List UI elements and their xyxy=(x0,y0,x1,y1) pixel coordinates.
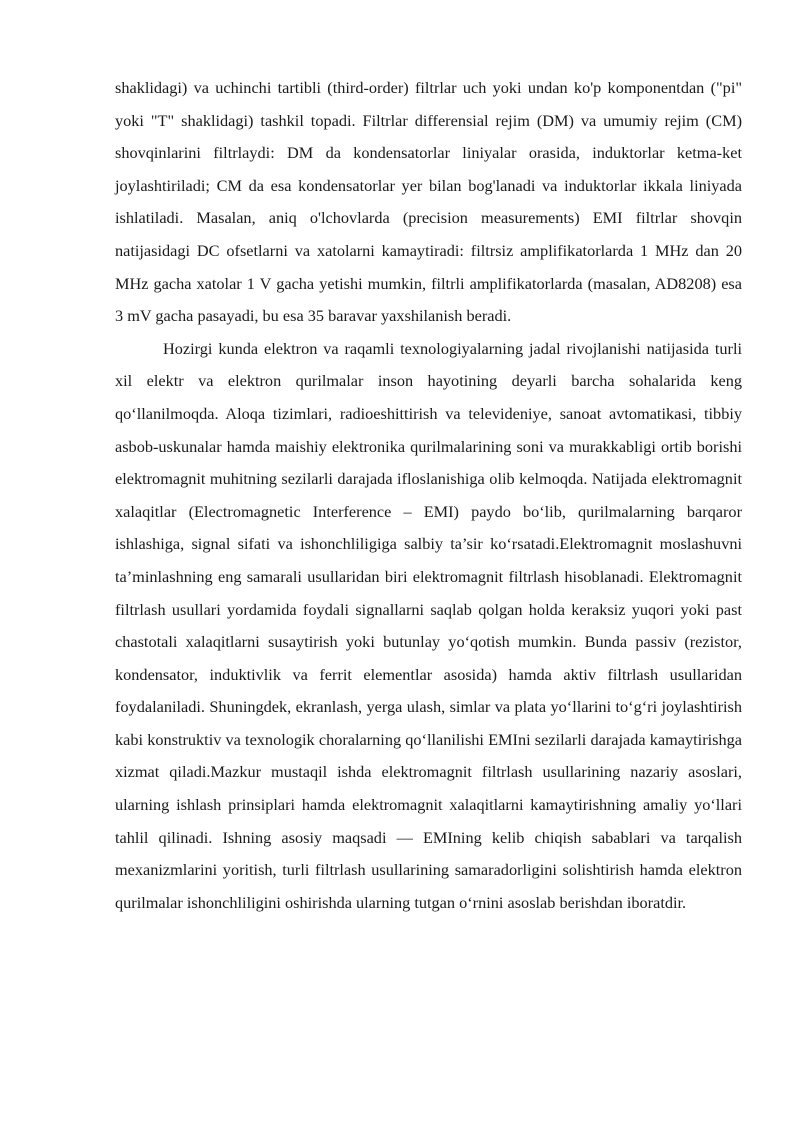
paragraph-introduction: Hozirgi kunda elektron va raqamli texnologiyalarning jadal rivojlanishi natijasida turli xil elektr va elektron qurilmalar inson hayotining deyarli barcha sohalarida keng qo‘llanilmoqda. Aloqa tizimlari, radioeshittirish va televideniye, sanoat avtomatikasi, tibbiy asbob-uskunalar hamda maishiy elektronika qurilmalarining soni va murakkabligi ortib borishi elektromagnit muhitning sezilarli darajada ifloslanishiga olib kelmoqda. Natijada elektromagnit xalaqitlar (Electromagnetic Interference – EMI) paydo bo‘lib, qurilmalarning barqaror ishlashiga, signal sifati va ishonchliligiga salbiy ta’sir ko‘rsatadi.Elektromagnit moslashuvni ta’minlashning eng samarali usullaridan biri elektromagnit filtrlash hisoblanadi. Elektromagnit filtrlash usullari yordamida foydali signallarni saqlab qolgan holda keraksiz yuqori yoki past chastotali xalaqitlarni susaytirish yoki butunlay yo‘qotish mumkin. Bunda passiv (rezistor, kondensator, induktivlik va ferrit elementlar asosida) hamda aktiv filtrlash usullaridan foydalaniladi. Shuningdek, ekranlash, yerga ulash, simlar va plata yo‘llarini to‘g‘ri joylashtirish kabi konstruktiv va texnologik choralarning qo‘llanilishi EMIni sezilarli darajada kamaytirishga xizmat qiladi.Mazkur mustaqil ishda elektromagnit filtrlash usullarining nazariy asoslari, ularning ishlash prinsiplari hamda elektromagnit xalaqitlarni kamaytirishning amaliy yo‘llari tahlil qilinadi. Ishning asosiy maqsadi — EMIning kelib chiqish sabablari va tarqalish mexanizmlarini yoritish, turli filtrlash usullarining samaradorligini solishtirish hamda elektron qurilmalar ishonchliligini oshirishda ularning tutgan o‘rnini asoslab berishdan iboratdir. xyxy=(115,338,742,912)
document-body xyxy=(115,72,742,919)
paragraph-continued: shaklidagi) va uchinchi tartibli (third-order) filtrlar uch yoki undan ko'p komponentdan ("pi" yoki "T" shaklidagi) tashkil topadi. Filtrlar differensial rejim (DM) va umumiy rejim (CM) shovqinlarini filtrlaydi: DM da kondensatorlar liniyalar orasida, induktorlar ketma-ket joylashtiriladi; CM da esa kondensatorlar yer bilan bog'lanadi va induktorlar ikkala liniyada ishlatiladi. Masalan, aniq o'lchovlarda (precision measurements) EMI filtrlar shovqin natijasidagi DC ofsetlarni va xatolarni kamaytiradi: filtrsiz amplifikatorlarda 1 MHz dan 20 MHz gacha xatolar 1 V gacha yetishi mumkin, filtrli amplifikatorlarda (masalan, AD8208) esa 3 mV gacha pasayadi, bu esa 35 baravar yaxshilanish beradi. xyxy=(115,78,742,326)
